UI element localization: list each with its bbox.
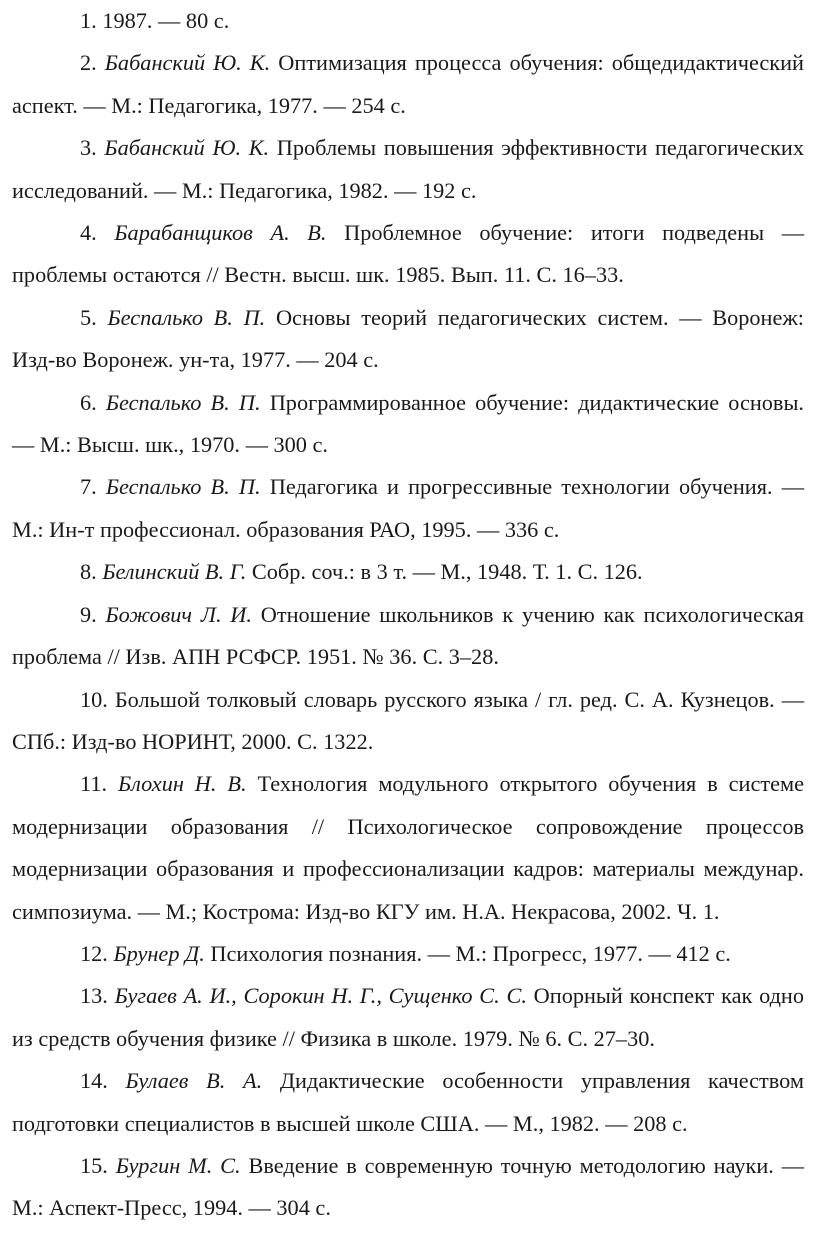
reference-list — [12, 0, 804, 1230]
reference-number: 11. — [80, 771, 108, 797]
reference-entry-4 — [12, 212, 804, 297]
reference-author: Белинский В. Г. — [102, 559, 247, 585]
reference-text: Большой толковый словарь русского языка / гл. ред. С. А. Кузнецов. — СПб.: Изд-во НОРИНТ, 2000. С. 1322. — [12, 686, 804, 754]
reference-number: 12. — [80, 940, 108, 966]
reference-text: Отношение школьников к учению как психологическая проблема // Изв. АПН РСФСР. 1951. № 36. С. 3–28. — [12, 601, 804, 670]
reference-text: Проблемы повышения эффективности педагогических исследований. — М.: Педагогика, 1982. — 192 с. — [12, 135, 805, 203]
reference-text: Психология познания. — М.: Прогресс, 1977. — 412 с. — [210, 940, 731, 966]
reference-number: 15. — [80, 1152, 108, 1178]
reference-number: 4. — [80, 220, 97, 246]
reference-number: 6. — [80, 389, 97, 415]
reference-author: Беспалько В. П. — [107, 304, 266, 330]
reference-author: Булаев В. А. — [125, 1068, 263, 1094]
reference-number: 1. — [80, 8, 97, 33]
reference-author: Барабанщиков А. В. — [114, 220, 327, 246]
reference-entry-10 — [12, 679, 804, 764]
reference-number: 5. — [80, 304, 97, 330]
reference-entry-13 — [12, 975, 804, 1060]
reference-text: Оптимизация процесса обучения: общедидактический аспект. — М.: Педагогика, 1977. — 254 с. — [12, 50, 804, 118]
reference-entry-1 — [12, 0, 804, 42]
reference-number: 14. — [80, 1068, 108, 1094]
reference-number: 8. — [80, 559, 97, 585]
reference-entry-8 — [12, 551, 804, 593]
reference-number: 9. — [80, 601, 97, 627]
reference-entry-7 — [12, 466, 804, 551]
reference-entry-2 — [12, 42, 804, 127]
reference-entry-3 — [12, 127, 804, 212]
reference-entry-15 — [12, 1145, 804, 1230]
reference-text: Опорный конспект как одно из средств обучения физике // Физика в школе. 1979. № 6. С. 27–30. — [12, 983, 805, 1051]
reference-author: Божович Л. И. — [105, 601, 252, 627]
reference-entry-6 — [12, 382, 804, 467]
reference-author: Бабанский Ю. К. — [104, 50, 271, 76]
reference-entry-5 — [12, 297, 804, 382]
reference-text: Введение в современную точную методологию науки. — М.: Аспект-Пресс, 1994. — 304 с. — [12, 1152, 805, 1221]
reference-number: 7. — [80, 474, 97, 500]
reference-text: Программированное обучение: дидактические основы. — М.: Высш. шк., 1970. — 300 с. — [12, 389, 804, 458]
reference-text: Технология модульного открытого обучения в системе модернизации образования // Психологическое сопровождение процессов модернизации образования и профессионализации кадров: материалы междунар. симпозиума. — М.; Кострома: Изд-во КГУ им. Н.А. Некрасова, 2002. Ч. 1. — [12, 771, 804, 924]
reference-number: 13. — [80, 983, 108, 1009]
reference-author: Блохин Н. В. — [117, 771, 247, 797]
reference-entry-9 — [12, 594, 804, 679]
reference-author: Бабанский Ю. К. — [104, 135, 270, 161]
reference-text: Собр. соч.: в 3 т. — М., 1948. Т. 1. С. 126. — [251, 559, 643, 585]
reference-entry-12 — [12, 933, 804, 975]
reference-author: Бургин М. С. — [115, 1152, 241, 1178]
reference-number: 10. — [80, 686, 108, 712]
reference-number: 3. — [80, 135, 97, 161]
reference-text: 1987. — 80 с. — [102, 8, 230, 33]
reference-text: Проблемное обучение: итоги подведены — проблемы остаются // Вестн. высш. шк. 1985. Вып. 11. С. 16–33. — [12, 220, 804, 288]
reference-author: Брунер Д. — [113, 940, 205, 966]
reference-text: Основы теорий педагогических систем. — Воронеж: Изд-во Воронеж. ун-та, 1977. — 204 с. — [12, 304, 804, 373]
reference-entry-11 — [12, 763, 804, 933]
reference-author: Беспалько В. П. — [105, 389, 261, 415]
reference-text: Педагогика и прогрессивные технологии обучения. — М.: Ин-т профессионал. образования РАО, 1995. — 336 с. — [12, 474, 804, 542]
reference-text: Дидактические особенности управления качеством подготовки специалистов в высшей школе США. — М., 1982. — 208 с. — [12, 1068, 805, 1136]
reference-author: Беспалько В. П. — [105, 474, 261, 500]
reference-number: 2. — [80, 50, 97, 76]
reference-entry-14 — [12, 1060, 804, 1145]
reference-author: Бугаев А. И., Сорокин Н. Г., Сущенко С. С. — [114, 983, 527, 1009]
